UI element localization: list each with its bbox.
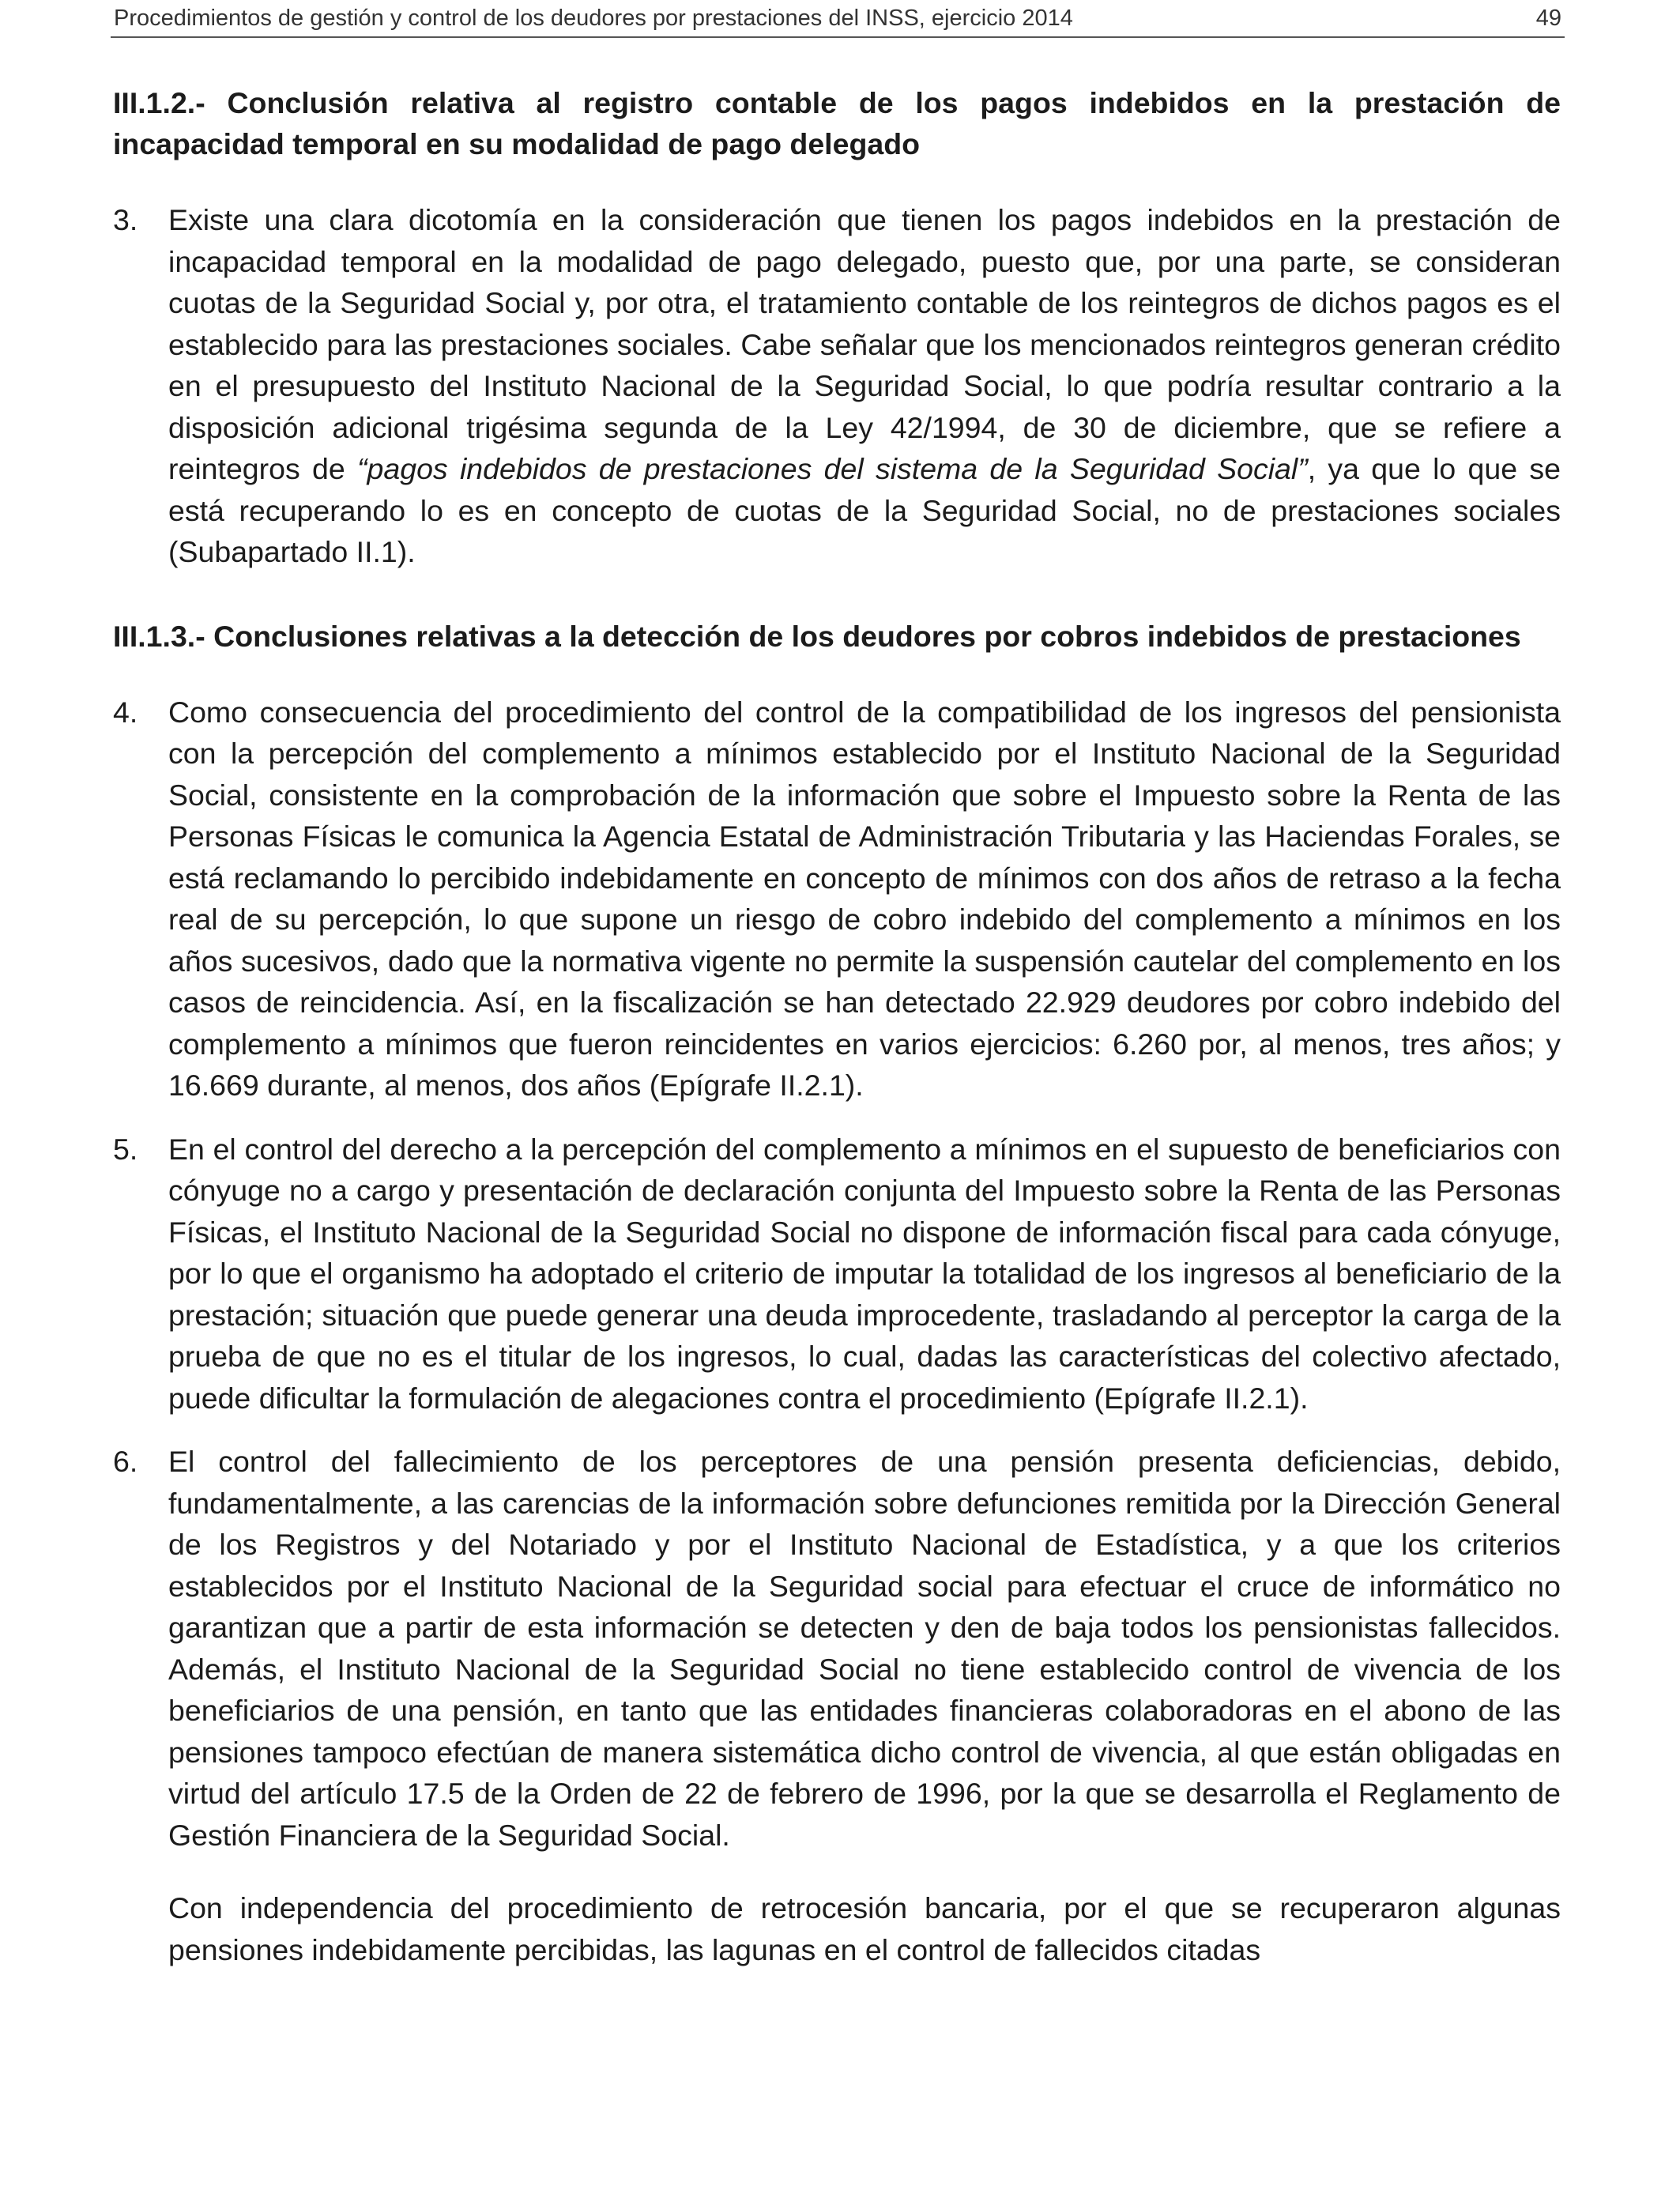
running-title: Procedimientos de gestión y control de los deudores por prestaciones del INSS, ejercicio 2014	[114, 6, 1073, 31]
numbered-paragraph-6	[113, 1441, 1561, 1856]
numbered-paragraph-4	[113, 692, 1561, 1106]
paragraph-text: Como consecuencia del procedimiento del control de la compatibilidad de los ingresos del pensionista con la percepción del complemento a mínimos establecido por el Instituto Nacional de la Seguridad Social, consistente en la comprobación de la información que sobre el Impuesto sobre la Renta de las Personas Físicas le comunica la Agencia Estatal de Administración Tributaria y las Haciendas Forales, se está reclamando lo percibido indebidamente en concepto de mínimos con dos años de retraso a la fecha real de su percepción, lo que supone un riesgo de cobro indebido del complemento a mínimos en los años sucesivos, dado que la normativa vigente no permite la suspensión cautelar del complemento en los casos de reincidencia. Así, en la fiscalización se han detectado 22.929 deudores por cobro indebido del complemento a mínimos que fueron reincidentes en varios ejercicios: 6.260 por, al menos, tres años; y 16.669 durante, al menos, dos años (Epígrafe II.2.1).	[168, 695, 1561, 1102]
page-header	[111, 0, 1565, 38]
quoted-italic-text: “pagos indebidos de prestaciones del sistema de la Seguridad Social”	[357, 452, 1308, 485]
paragraph-number: 5.	[113, 1132, 138, 1166]
paragraph-text: El control del fallecimiento de los perceptores de una pensión presenta deficiencias, debido, fundamentalmente, a las carencias de la información sobre defunciones remitida por la Dirección General de los Registros y del Notariado y por el Instituto Nacional de Estadística, y a que los criterios establecidos por el Instituto Nacional de la Seguridad social para efectuar el cruce de informático no garantizan que a partir de esta información se detecten y den de baja todos los pensionistas fallecidos. Además, el Instituto Nacional de la Seguridad Social no tiene establecido control de vivencia de los beneficiarios de una pensión, en tanto que las entidades financieras colaboradoras en el abono de las pensiones tampoco efectúan de manera sistemática dicho control de vivencia, al que están obligadas en virtud del artículo 17.5 de la Orden de 22 de febrero de 1996, por la que se desarrolla el Reglamento de Gestión Financiera de la Seguridad Social.	[168, 1445, 1561, 1852]
paragraph-text-part: Existe una clara dicotomía en la consideración que tienen los pagos indebidos en la prestación de incapacidad temporal en la modalidad de pago delegado, puesto que, por una parte, se consideran cuotas de la Seguridad Social y, por otra, el tratamiento contable de los reintegros de dichos pagos es el establecido para las prestaciones sociales. Cabe señalar que los mencionados reintegros generan crédito en el presupuesto del Instituto Nacional de la Seguridad Social, lo que podría resultar contrario a la disposición adicional trigésima segunda de la Ley 42/1994, de 30 de diciembre, que se refiere a reintegros de	[168, 203, 1561, 485]
paragraph-number: 4.	[113, 695, 138, 729]
numbered-paragraph-5	[113, 1129, 1561, 1419]
page-number: 49	[1535, 6, 1561, 31]
paragraph-text: En el control del derecho a la percepción del complemento a mínimos en el supuesto de beneficiarios con cónyuge no a cargo y presentación de declaración conjunta del Impuesto sobre la Renta de las Personas Físicas, el Instituto Nacional de la Seguridad Social no dispone de información fiscal para cada cónyuge, por lo que el organismo ha adoptado el criterio de imputar la totalidad de los ingresos al beneficiario de la prestación; situación que puede generar una deuda improcedente, trasladando al perceptor la carga de la prueba de que no es el titular de los ingresos, lo cual, dadas las características del colectivo afectado, puede dificultar la formulación de alegaciones contra el procedimiento (Epígrafe II.2.1).	[168, 1132, 1561, 1415]
paragraph-text	[168, 199, 1561, 573]
numbered-paragraph-3	[113, 199, 1561, 573]
paragraph-number: 3.	[113, 203, 138, 236]
document-body	[113, 79, 1561, 1970]
section-heading-iii-1-3: III.1.3.- Conclusiones relativas a la detección de los deudores por cobros indebidos de prestaciones	[113, 619, 1521, 653]
continuation-paragraph: Con independencia del procedimiento de retrocesión bancaria, por el que se recuperaron algunas pensiones indebidamente percibidas, las lagunas en el control de fallecidos citadas	[168, 1891, 1561, 1966]
paragraph-text-part: , ya que lo que se está recuperando lo es en concepto de cuotas de la Seguridad Social, no de prestaciones sociales (Subapartado II.1).	[168, 452, 1561, 568]
section-heading-iii-1-2: III.1.2.- Conclusión relativa al registro contable de los pagos indebidos en la prestación de incapacidad temporal en su modalidad de pago delegado	[113, 86, 1561, 160]
paragraph-number: 6.	[113, 1445, 138, 1478]
